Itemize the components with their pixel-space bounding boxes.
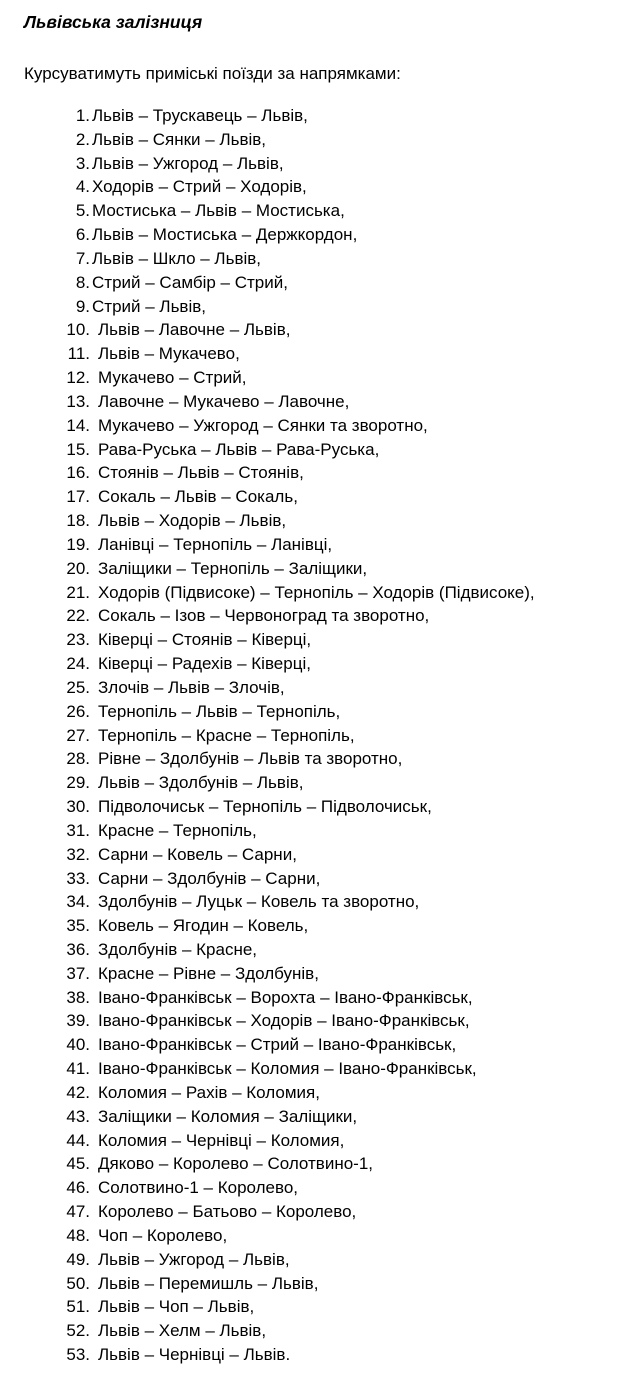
list-item-number: 17. — [66, 487, 90, 507]
list-item-number: 44. — [66, 1130, 90, 1150]
document-title: Львівська залізниця — [24, 12, 203, 32]
list-item — [0, 1200, 640, 1224]
list-item-text: Красне – Тернопіль, — [98, 820, 257, 840]
list-item-number: 26. — [66, 701, 90, 721]
list-item-number: 42. — [66, 1082, 90, 1102]
list-item — [0, 581, 640, 605]
list-item-number: 3. — [75, 153, 90, 173]
list-item — [0, 843, 640, 867]
list-item — [0, 676, 640, 700]
list-item-number: 19. — [66, 534, 90, 554]
list-item — [0, 819, 640, 843]
list-item-number: 24. — [66, 654, 90, 674]
list-item-text: Заліщики – Тернопіль – Заліщики, — [98, 558, 368, 578]
list-item-number: 20. — [66, 558, 90, 578]
list-item-text: Ківерці – Радехів – Ківерці, — [98, 654, 311, 674]
list-item-number: 36. — [66, 939, 90, 959]
list-item — [0, 485, 640, 509]
list-item-number: 25. — [66, 677, 90, 697]
list-item — [0, 390, 640, 414]
list-item — [0, 223, 640, 247]
list-item-text: Коломия – Чернівці – Коломия, — [98, 1130, 345, 1150]
list-item-number: 10. — [66, 320, 90, 340]
list-item-number: 14. — [66, 415, 90, 435]
list-item-text: Мукачево – Ужгород – Сянки та зворотно, — [98, 415, 428, 435]
list-item-text: Чоп – Королево, — [98, 1225, 228, 1245]
list-item-number: 48. — [66, 1225, 90, 1245]
list-item-text: Заліщики – Коломия – Заліщики, — [98, 1106, 358, 1126]
list-item — [0, 771, 640, 795]
list-item-number: 12. — [66, 368, 90, 388]
list-item — [0, 867, 640, 891]
list-item-number: 22. — [66, 606, 90, 626]
list-item-text: Мостиська – Львів – Мостиська, — [92, 201, 345, 221]
list-item-text: Коломия – Рахів – Коломия, — [98, 1082, 320, 1102]
list-item — [0, 700, 640, 724]
list-item-number: 7. — [75, 248, 90, 268]
list-item-number: 50. — [66, 1273, 90, 1293]
list-item — [0, 152, 640, 176]
list-item-number: 46. — [66, 1178, 90, 1198]
list-item — [0, 724, 640, 748]
list-item-number: 38. — [66, 987, 90, 1007]
list-item-text: Івано-Франківськ – Стрий – Івано-Франківськ, — [98, 1035, 457, 1055]
list-item-number: 2. — [75, 129, 90, 149]
list-item — [0, 438, 640, 462]
list-item-number: 15. — [66, 439, 90, 459]
list-item — [0, 986, 640, 1010]
list-item-text: Івано-Франківськ – Коломия – Івано-Франківськ, — [98, 1059, 477, 1079]
list-item-text: Тернопіль – Красне – Тернопіль, — [98, 725, 355, 745]
list-item-text: Львів – Чоп – Львів, — [98, 1297, 255, 1317]
list-item-number: 32. — [66, 844, 90, 864]
list-item — [0, 1105, 640, 1129]
list-item-number: 6. — [75, 225, 90, 245]
list-item-number: 47. — [66, 1202, 90, 1222]
list-item — [0, 890, 640, 914]
list-item-text: Ківерці – Стоянів – Ківерці, — [98, 630, 312, 650]
list-item-number: 41. — [66, 1059, 90, 1079]
list-item — [0, 509, 640, 533]
list-item — [0, 795, 640, 819]
list-item-text: Львів – Мостиська – Держкордон, — [92, 225, 358, 245]
list-item — [0, 652, 640, 676]
list-item — [0, 1176, 640, 1200]
list-item — [0, 295, 640, 319]
list-item-text: Красне – Рівне – Здолбунів, — [98, 963, 319, 983]
list-item — [0, 1272, 640, 1296]
route-list — [0, 104, 640, 1367]
list-item-number: 49. — [66, 1249, 90, 1269]
list-item — [0, 747, 640, 771]
list-item-text: Львів – Лавочне – Львів, — [98, 320, 291, 340]
list-item-number: 33. — [66, 868, 90, 888]
list-item — [0, 366, 640, 390]
list-item-text: Дяково – Королево – Солотвино-1, — [98, 1154, 374, 1174]
list-item-text: Сарни – Здолбунів – Сарни, — [98, 868, 321, 888]
list-item-text: Івано-Франківськ – Ворохта – Івано-Франківськ, — [98, 987, 473, 1007]
list-item — [0, 557, 640, 581]
list-item — [0, 175, 640, 199]
list-item-text: Сокаль – Львів – Сокаль, — [98, 487, 298, 507]
list-item-text: Тернопіль – Львів – Тернопіль, — [98, 701, 341, 721]
list-item — [0, 1319, 640, 1343]
list-item-text: Львів – Чернівці – Львів. — [98, 1345, 291, 1365]
list-item — [0, 199, 640, 223]
list-item-number: 45. — [66, 1154, 90, 1174]
list-item-number: 31. — [66, 820, 90, 840]
list-item — [0, 1224, 640, 1248]
list-item — [0, 962, 640, 986]
list-item-text: Ходорів (Підвисоке) – Тернопіль – Ходорів (Підвисоке), — [98, 582, 535, 602]
list-item-text: Мукачево – Стрий, — [98, 368, 247, 388]
list-item-text: Львів – Здолбунів – Львів, — [98, 773, 304, 793]
list-item-number: 34. — [66, 892, 90, 912]
list-item-text: Королево – Батьово – Королево, — [98, 1202, 357, 1222]
list-item-text: Сокаль – Ізов – Червоноград та зворотно, — [98, 606, 430, 626]
list-item-text: Львів – Хелм – Львів, — [98, 1321, 267, 1341]
list-item — [0, 318, 640, 342]
list-item — [0, 1129, 640, 1153]
list-item-number: 51. — [66, 1297, 90, 1317]
list-item-text: Здолбунів – Красне, — [98, 939, 258, 959]
list-item-text: Львів – Ходорів – Львів, — [98, 511, 287, 531]
list-item-text: Солотвино-1 – Королево, — [98, 1178, 299, 1198]
list-item-text: Стрий – Львів, — [92, 296, 206, 316]
list-item-text: Стрий – Самбір – Стрий, — [92, 272, 288, 292]
list-item — [0, 247, 640, 271]
list-item-number: 35. — [66, 916, 90, 936]
list-item-text: Ходорів – Стрий – Ходорів, — [92, 177, 307, 197]
list-item-number: 23. — [66, 630, 90, 650]
list-item-text: Ланівці – Тернопіль – Ланівці, — [98, 534, 333, 554]
list-item-number: 16. — [66, 463, 90, 483]
list-item — [0, 414, 640, 438]
list-item-number: 1. — [75, 106, 90, 125]
list-item — [0, 604, 640, 628]
list-item — [0, 914, 640, 938]
list-item-number: 28. — [66, 749, 90, 769]
list-item-number: 27. — [66, 725, 90, 745]
list-item — [0, 271, 640, 295]
list-item — [0, 1033, 640, 1057]
list-item-text: Львів – Ужгород – Львів, — [92, 153, 284, 173]
list-item-text: Львів – Перемишль – Львів, — [98, 1273, 319, 1293]
list-item-number: 53. — [66, 1345, 90, 1365]
list-item-text: Підволочиськ – Тернопіль – Підволочиськ, — [98, 797, 432, 817]
list-item — [0, 342, 640, 366]
list-item-text: Львів – Сянки – Львів, — [92, 129, 267, 149]
list-item — [0, 1152, 640, 1176]
intro-text: Курсуватимуть приміські поїзди за напрямками: — [24, 64, 401, 83]
list-item — [0, 938, 640, 962]
list-item-number: 4. — [75, 177, 90, 197]
list-item-text: Стоянів – Львів – Стоянів, — [98, 463, 304, 483]
list-item — [0, 1343, 640, 1367]
list-item-text: Львів – Трускавець – Львів, — [92, 106, 308, 125]
list-item — [0, 628, 640, 652]
list-item — [0, 1057, 640, 1081]
list-item-number: 21. — [66, 582, 90, 602]
list-item — [0, 461, 640, 485]
list-item-text: Здолбунів – Луцьк – Ковель та зворотно, — [98, 892, 420, 912]
list-item-number: 29. — [66, 773, 90, 793]
list-item-text: Ковель – Ягодин – Ковель, — [98, 916, 309, 936]
list-item-text: Рівне – Здолбунів – Львів та зворотно, — [98, 749, 403, 769]
list-item — [0, 128, 640, 152]
list-item-number: 52. — [66, 1321, 90, 1341]
list-item — [0, 533, 640, 557]
list-item-number: 39. — [66, 1011, 90, 1031]
list-item-number: 8. — [75, 272, 90, 292]
list-item-text: Лавочне – Мукачево – Лавочне, — [98, 391, 350, 411]
list-item — [0, 1248, 640, 1272]
list-item-text: Злочів – Львів – Злочів, — [98, 677, 285, 697]
list-item — [0, 1081, 640, 1105]
list-item-text: Львів – Ужгород – Львів, — [98, 1249, 290, 1269]
list-item-text: Львів – Мукачево, — [98, 344, 240, 364]
list-item-number: 18. — [66, 511, 90, 531]
list-item-text: Івано-Франківськ – Ходорів – Івано-Франківськ, — [98, 1011, 470, 1031]
list-item-text: Львів – Шкло – Львів, — [92, 248, 262, 268]
list-item-number: 43. — [66, 1106, 90, 1126]
list-item — [0, 1295, 640, 1319]
list-item-number: 11. — [67, 344, 90, 364]
list-item-number: 13. — [66, 391, 90, 411]
list-item-text: Сарни – Ковель – Сарни, — [98, 844, 297, 864]
list-item-number: 5. — [75, 201, 90, 221]
list-item-number: 9. — [75, 296, 90, 316]
list-item — [0, 104, 640, 128]
list-item — [0, 1009, 640, 1033]
list-item-number: 30. — [66, 797, 90, 817]
list-item-number: 37. — [66, 963, 90, 983]
list-item-text: Рава-Руська – Львів – Рава-Руська, — [98, 439, 380, 459]
list-item-number: 40. — [66, 1035, 90, 1055]
